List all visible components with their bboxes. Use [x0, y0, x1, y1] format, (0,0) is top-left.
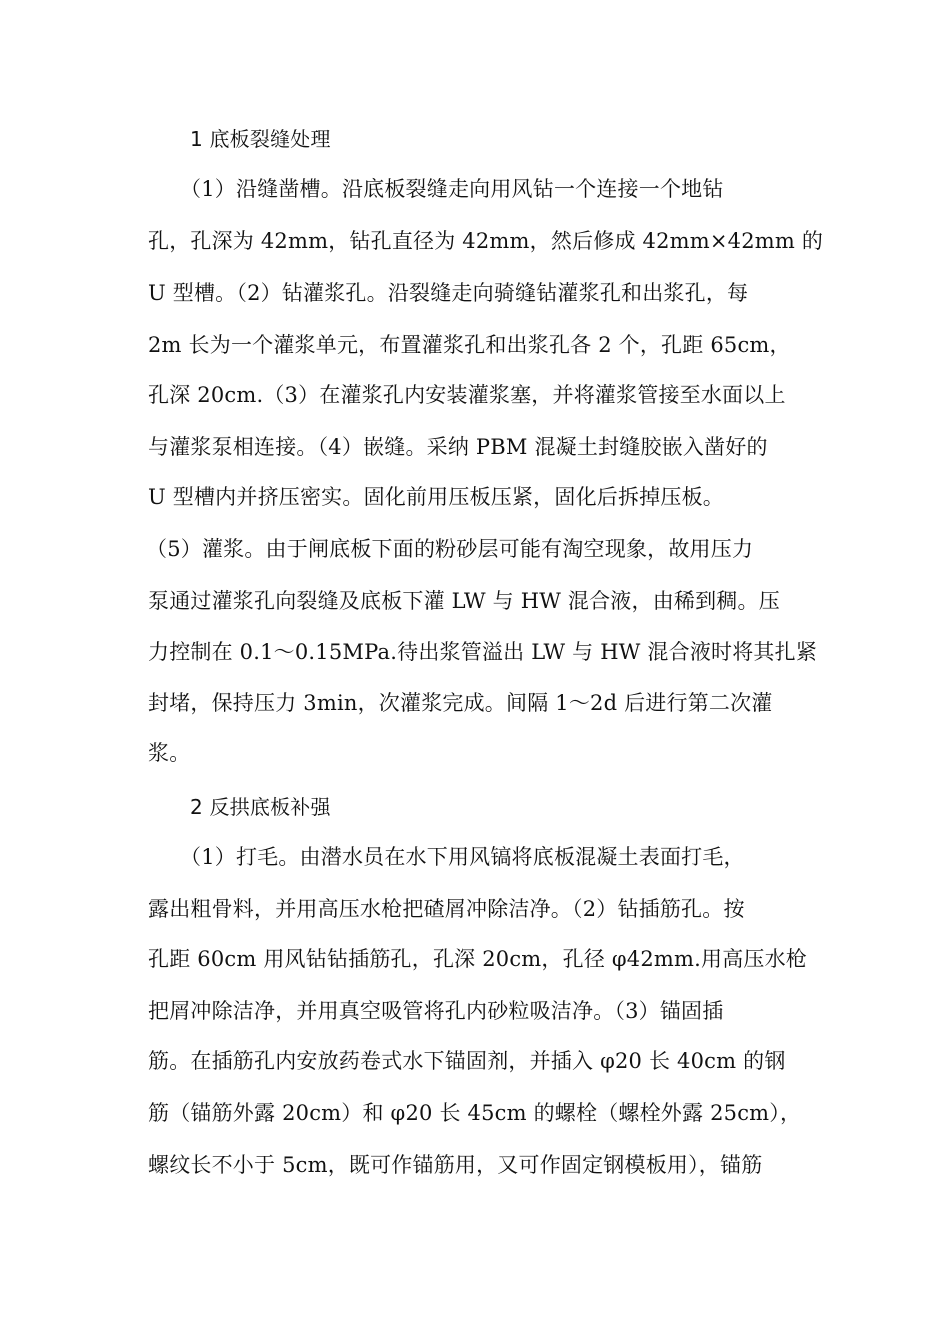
- section-1-heading: 1 底板裂缝处理: [190, 127, 331, 151]
- section-1-line-11: 封堵，保持压力 3min，次灌浆完成。间隔 1～2d 后进行第二次灌: [148, 691, 773, 715]
- section-2-line-2: 露出粗骨料，并用高压水枪把碴屑冲除洁净。（2）钻插筋孔。按: [148, 897, 745, 921]
- section-2-line-1: （1）打毛。由潜水员在水下用风镐将底板混凝土表面打毛，: [180, 845, 745, 869]
- section-2-line-4: 把屑冲除洁净，并用真空吸管将孔内砂粒吸洁净。（3）锚固插: [148, 999, 724, 1023]
- section-2-line-7: 螺纹长不小于 5cm，既可作锚筋用，又可作固定钢模板用），锚筋: [148, 1153, 763, 1177]
- section-1-line-3: U 型槽。（2）钻灌浆孔。沿裂缝走向骑缝钻灌浆孔和出浆孔，每: [148, 281, 749, 305]
- section-1-line-2: 孔，孔深为 42mm，钻孔直径为 42mm，然后修成 42mm×42mm 的: [148, 229, 824, 253]
- section-2-line-5: 筋。在插筋孔内安放药卷式水下锚固剂，并插入 φ20 长 40cm 的钢: [148, 1049, 786, 1073]
- section-1-line-1: （1）沿缝凿槽。沿底板裂缝走向用风钻一个连接一个地钻: [180, 177, 724, 201]
- section-1-line-10: 力控制在 0.1～0.15MPa.待出浆管溢出 LW 与 HW 混合液时将其扎紧: [148, 640, 818, 664]
- section-1-line-7: U 型槽内并挤压密实。固化前用压板压紧，固化后拆掉压板。: [148, 485, 724, 509]
- section-1-line-5: 孔深 20cm.（3）在灌浆孔内安装灌浆塞，并将灌浆管接至水面以上: [148, 383, 786, 407]
- section-1-line-12: 浆。: [148, 741, 191, 765]
- section-2-line-3: 孔距 60cm 用风钻钻插筋孔，孔深 20cm，孔径 φ42mm.用高压水枪: [148, 947, 808, 971]
- section-1-line-4: 2m 长为一个灌浆单元，布置灌浆孔和出浆孔各 2 个，孔距 65cm，: [148, 333, 791, 357]
- section-2-line-6: 筋（锚筋外露 20cm）和 φ20 长 45cm 的螺栓（螺栓外露 25cm），: [148, 1101, 802, 1125]
- section-2-heading: 2 反拱底板补强: [190, 795, 331, 819]
- section-1-line-8: （5）灌浆。由于闸底板下面的粉砂层可能有淘空现象，故用压力: [146, 537, 754, 561]
- section-1-line-6: 与灌浆泵相连接。（4）嵌缝。采纳 PBM 混凝土封缝胶嵌入凿好的: [148, 435, 768, 459]
- section-1-line-9: 泵通过灌浆孔向裂缝及底板下灌 LW 与 HW 混合液，由稀到稠。压: [148, 589, 780, 613]
